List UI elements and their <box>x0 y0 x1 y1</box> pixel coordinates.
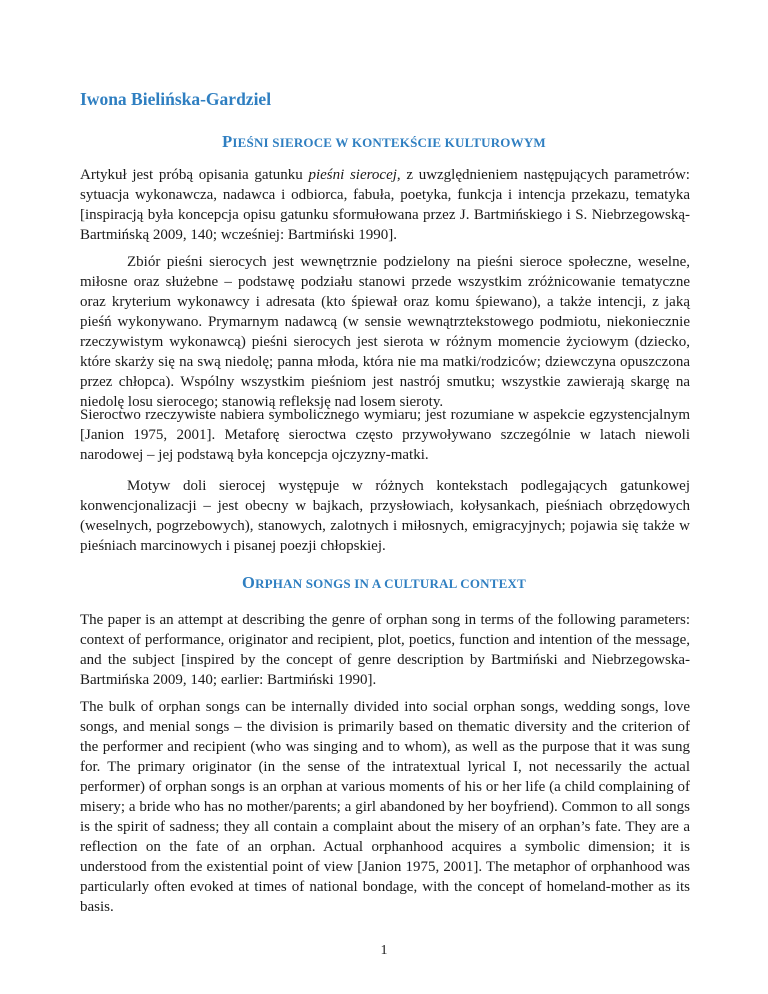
english-title <box>80 573 688 593</box>
polish-abstract-paragraph-2: Zbiór pieśni sierocych jest wewnętrznie podzielony na pieśni sieroce społeczne, weselne, miłosne oraz służebne – podstawę podziału stanowi przede wszystkim zróżnicowanie tematyczne oraz kryterium wykonawcy i adresata (kto śpiewał oraz komu śpiewano), a także intencji, z jaką pieśń wykonywano. Prymarnym nadawcą (w sensie wewnątrztekstowego podmiotu, niekoniecznie rzeczywistym wykonawcą) pieśni sierocych jest sierota w różnym momencie życiowym (dziecko, które skarży się na swą niedolę; panna młoda, która nie ma matki/rodziców; dziewczyna opuszczona przez chłopca). Wspólny wszystkim pieśniom jest nastrój smutku; wszystkie zawierają skargę na niedolę losu sierocego; stanowią refleksję nad losem sieroty. <box>80 254 690 410</box>
polish-title-rest: IEŚNI SIEROCE W KONTEKŚCIE KULTUROWYM <box>232 135 546 150</box>
polish-abstract-paragraph-1 <box>80 165 690 245</box>
polish-abstract-paragraph-3: Sieroctwo rzeczywiste nabiera symbolicznego wymiaru; jest rozumiane w aspekcie egzystencjalnym [Janion 1975, 2001]. Metaforę sieroctwa często przywoływano szczególnie w latach niewoli narodowej – jej podstawą była koncepcja ojczyzny-matki. <box>80 407 690 463</box>
page-number: 1 <box>380 943 388 958</box>
p1-text-before: Artykuł jest próbą opisania gatunku <box>80 167 309 183</box>
english-abstract-paragraph-1: The paper is an attempt at describing the genre of orphan song in terms of the following parameters: context of performance, originator and recipient, plot, poetics, function and intention of the message, and the subject [inspired by the concept of genre description by Bartmiński and Niebrzegowska-Bartmińska 2009, 140; earlier: Bartmiński 1990]. <box>80 612 690 688</box>
english-title-rest: RPHAN SONGS IN A CULTURAL CONTEXT <box>255 576 526 591</box>
polish-title-initial: P <box>222 132 233 151</box>
polish-title <box>80 132 688 152</box>
english-abstract-paragraph-2: The bulk of orphan songs can be internally divided into social orphan songs, wedding songs, love songs, and menial songs – the division is primarily based on thematic diversity and the criterion of the performer and recipient (who was singing and to whom), as well as the purpose that it was sung for. The primary originator (in the sense of the intratextual lyrical I, not necessarily the actual performer) of orphan songs is an orphan at various moments of his or her life (a child complaining of misery; a bride who has no mother/parents; a girl abandoned by her boyfriend). Common to all songs is the spirit of sadness; they all contain a complaint about the misery of an orphan’s fate. They are a reflection on the fate of an orphan. Actual orphanhood acquires a symbolic dimension; it is understood from the existential point of view [Janion 1975, 2001]. The metaphor of orphanhood was particularly often evoked at times of national bondage, with the concept of homeland-mother as its basis. <box>80 699 690 915</box>
p1-emphasis: pieśni sierocej <box>308 167 397 183</box>
p1-text-after: , z uwzględnieniem następujących parametrów: sytuacja wykonawcza, nadawca i odbiorca, fabuła, poetyka, funkcja i intencja przekazu, tematyka [inspiracją była koncepcja opisu gatunku sformułowana przez J. Bartmińskiego i S. Niebrzegowską-Bartmińską 2009, 140; wcześniej: Bartmiński 1990]. <box>80 167 690 243</box>
english-title-initial: O <box>242 573 256 592</box>
author-name: Iwona Bielińska-Gardziel <box>80 89 272 109</box>
polish-abstract-paragraph-4: Motyw doli sierocej występuje w różnych kontekstach podlegających gatunkowej konwencjonalizacji – jest obecny w bajkach, przysłowiach, kołysankach, pieśniach obrzędowych (weselnych, pogrzebowych), stanowych, zalotnych i miłosnych, emigracyjnych; pojawia się także w pieśniach marcinowych i pisanej poezji chłopskiej. <box>80 478 690 554</box>
